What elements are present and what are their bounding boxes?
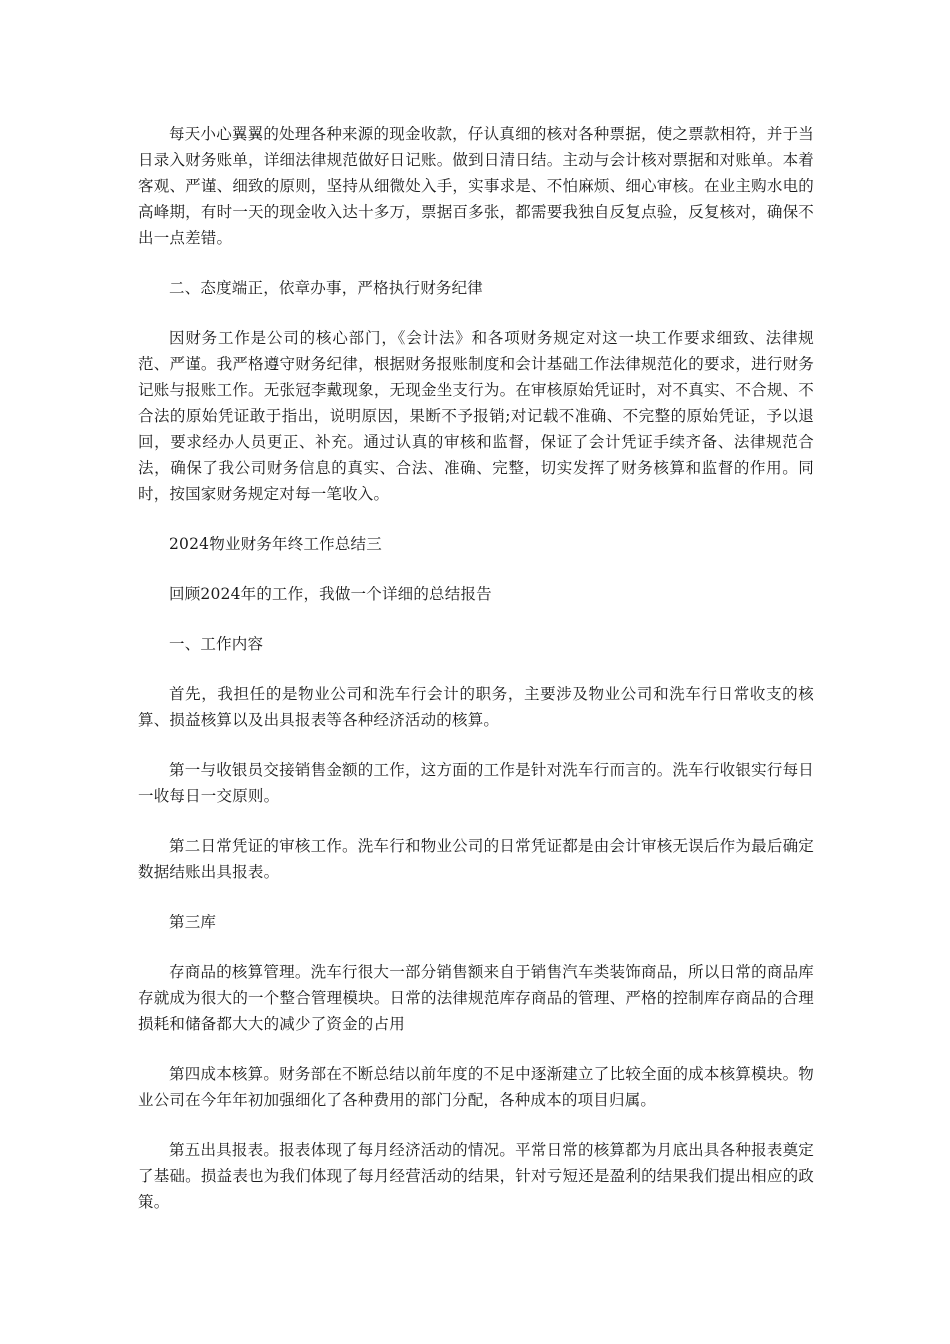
paragraph-cost-accounting: 第四成本核算。财务部在不断总结以前年度的不足中逐渐建立了比较全面的成本核算模块。物业公司在今年年初加强细化了各种费用的部门分配，各种成本的项目归属。 (138, 1065, 814, 1109)
heading-attitude: 二、态度端正，依章办事，严格执行财务纪律 (169, 279, 484, 297)
heading-review: 回顾2024年的工作，我做一个详细的总结报告 (169, 585, 492, 603)
paragraph-financial-discipline: 因财务工作是公司的核心部门，《会计法》和各项财务规定对这一块工作要求细致、法律规范、严谨。我严格遵守财务纪律，根据财务报账制度和会计基础工作法律规范化的要求，进行财务记账与报账工作。无张冠李戴现象，无现金坐支行为。在审核原始凭证时，对不真实、不合规、不合法的原始凭证敢于指出，说明原因，果断不予报销;对记载不准确、不完整的原始凭证，予以退回，要求经办人员更正、补充。通过认真的审核和监督，保证了会计凭证手续齐备、法律规范合法，确保了我公司财务信息的真实、合法、准确、完整，切实发挥了财务核算和监督的作用。同时，按国家财务规定对每一笔收入。 (138, 329, 814, 503)
paragraph-first: 首先，我担任的是物业公司和洗车行会计的职务，主要涉及物业公司和洗车行日常收支的核算、损益核算以及出具报表等各种经济活动的核算。 (138, 685, 814, 729)
document-body (138, 121, 814, 1239)
paragraph-cash-handling: 每天小心翼翼的处理各种来源的现金收款，仔认真细的核对各种票据，使之票款相符，并于当日录入财务账单，详细法律规范做好日记账。做到日清日结。主动与会计核对票据和对账单。本着客观、严谨、细致的原则，坚持从细微处入手，实事求是、不怕麻烦、细心审核。在业主购水电的高峰期，有时一天的现金收入达十多万，票据百多张，都需要我独自反复点验，反复核对，确保不出一点差错。 (138, 125, 814, 247)
heading-third: 第三库 (169, 913, 217, 931)
paragraph-reports: 第五出具报表。报表体现了每月经济活动的情况。平常日常的核算都为月底出具各种报表奠定了基础。损益表也为我们体现了每月经营活动的结果，针对亏短还是盈利的结果我们提出相应的政策。 (138, 1141, 814, 1211)
heading-work-content: 一、工作内容 (169, 635, 264, 653)
paragraph-inventory: 存商品的核算管理。洗车行很大一部分销售额来自于销售汽车类装饰商品，所以日常的商品库存就成为很大的一个整合管理模块。日常的法律规范库存商品的管理、严格的控制库存商品的合理损耗和储备都大大的减少了资金的占用 (138, 963, 814, 1033)
heading-summary-three: 2024物业财务年终工作总结三 (169, 535, 382, 553)
paragraph-voucher-review: 第二日常凭证的审核工作。洗车行和物业公司的日常凭证都是由会计审核无误后作为最后确定数据结账出具报表。 (138, 837, 814, 881)
paragraph-cashier-handover: 第一与收银员交接销售金额的工作，这方面的工作是针对洗车行而言的。洗车行收银实行每日一收每日一交原则。 (138, 761, 814, 805)
